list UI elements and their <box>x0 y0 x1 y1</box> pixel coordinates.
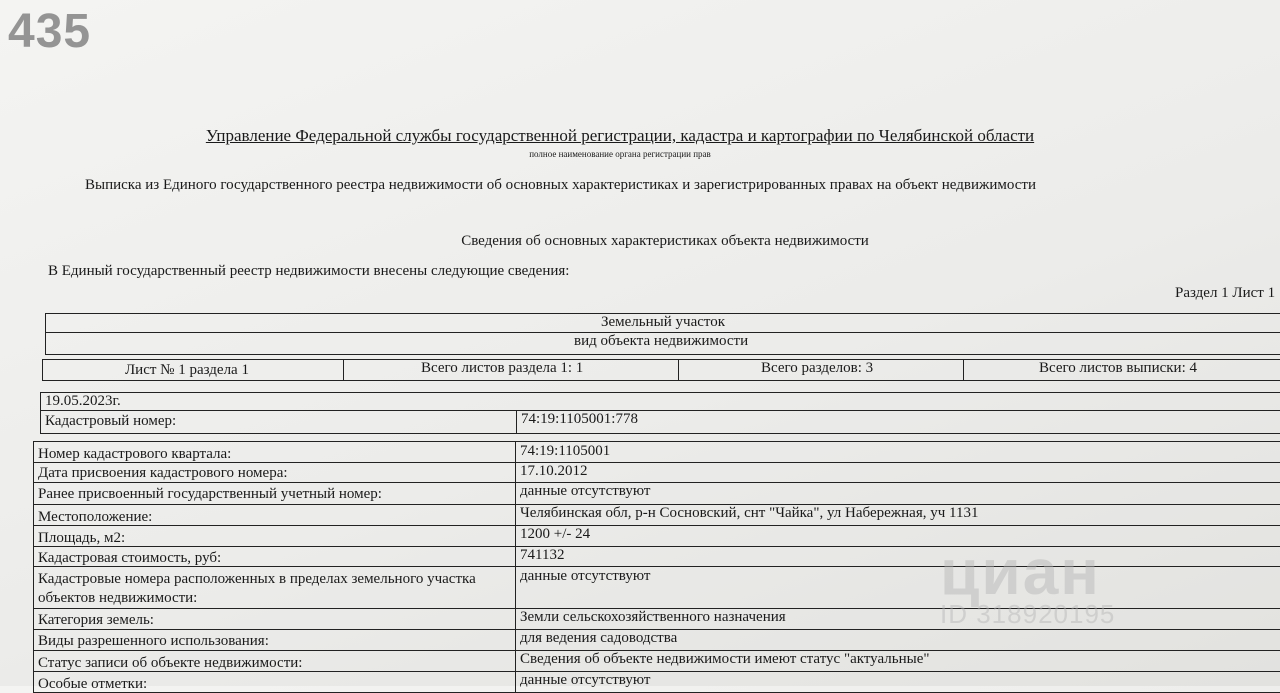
object-type: Земельный участок <box>601 314 725 331</box>
row-label: Местоположение: <box>34 505 516 526</box>
table-row <box>34 463 1280 483</box>
watermark-id: ID 318920195 <box>940 599 1115 630</box>
sheets-in-section: Всего листов раздела 1: 1 <box>421 360 583 377</box>
table-row <box>34 483 1280 505</box>
row-label: Виды разрешенного использования: <box>34 630 516 651</box>
sections-total: Всего разделов: 3 <box>761 360 873 377</box>
document-title: Выписка из Единого государственного реестра недвижимости об основных характеристиках и зарегистрированных правах на объект недвижимости <box>85 177 1036 194</box>
section-title: Сведения об основных характеристиках объекта недвижимости <box>0 233 1280 250</box>
row-value: 74:19:1105001 <box>516 442 1280 463</box>
row-value: 741132 <box>516 547 1280 567</box>
watermark-logo: циан <box>940 535 1115 609</box>
extract-date: 19.05.2023г. <box>45 393 121 410</box>
row-value: 1200 +/- 24 <box>516 526 1280 547</box>
row-label: Кадастровые номера расположенных в пределах земельного участка объектов недвижимости: <box>34 567 516 609</box>
table-row <box>34 672 1280 693</box>
page-number: 435 <box>8 4 91 59</box>
row-label: Ранее присвоенный государственный учетный номер: <box>34 483 516 505</box>
table-row <box>34 442 1280 463</box>
row-label: Номер кадастрового квартала: <box>34 442 516 463</box>
row-value: 17.10.2012 <box>516 463 1280 483</box>
row-value: Земли сельскохозяйственного назначения <box>516 609 1280 630</box>
row-value: данные отсутствуют <box>516 672 1280 693</box>
row-label: Статус записи об объекте недвижимости: <box>34 651 516 672</box>
sheet-number: Лист № 1 раздела 1 <box>125 362 249 379</box>
object-type-block <box>45 313 1280 355</box>
authority-caption: полное наименование органа регистрации прав <box>0 149 1240 159</box>
row-value: Челябинская обл, р-н Сосновский, снт "Чайка", ул Набережная, уч 1131 <box>516 505 1280 526</box>
row-label: Кадастровая стоимость, руб: <box>34 547 516 567</box>
object-type-caption: вид объекта недвижимости <box>574 333 748 350</box>
sheet-reference: Раздел 1 Лист 1 <box>1175 285 1275 302</box>
table-row <box>34 505 1280 526</box>
table-row <box>34 630 1280 651</box>
row-label: Особые отметки: <box>34 672 516 693</box>
sheets-total: Всего листов выписки: 4 <box>1039 360 1197 377</box>
row-label: Площадь, м2: <box>34 526 516 547</box>
cadastral-number-label: Кадастровый номер: <box>45 413 176 430</box>
authority-name: Управление Федеральной службы государственной регистрации, кадастра и картографии по Челябинской области <box>0 126 1240 146</box>
row-value: данные отсутствуют <box>516 567 1280 609</box>
table-row <box>34 651 1280 672</box>
watermark <box>940 535 1115 630</box>
cadastral-number-value: 74:19:1105001:778 <box>521 411 638 428</box>
row-label: Дата присвоения кадастрового номера: <box>34 463 516 483</box>
row-value: данные отсутствуют <box>516 483 1280 505</box>
row-value: для ведения садоводства <box>516 630 1280 651</box>
sheet-info-row <box>42 359 1280 381</box>
row-label: Категория земель: <box>34 609 516 630</box>
row-value: Сведения об объекте недвижимости имеют статус "актуальные" <box>516 651 1280 672</box>
date-cadastral-block <box>40 392 1280 434</box>
intro-text: В Единый государственный реестр недвижимости внесены следующие сведения: <box>48 263 569 280</box>
